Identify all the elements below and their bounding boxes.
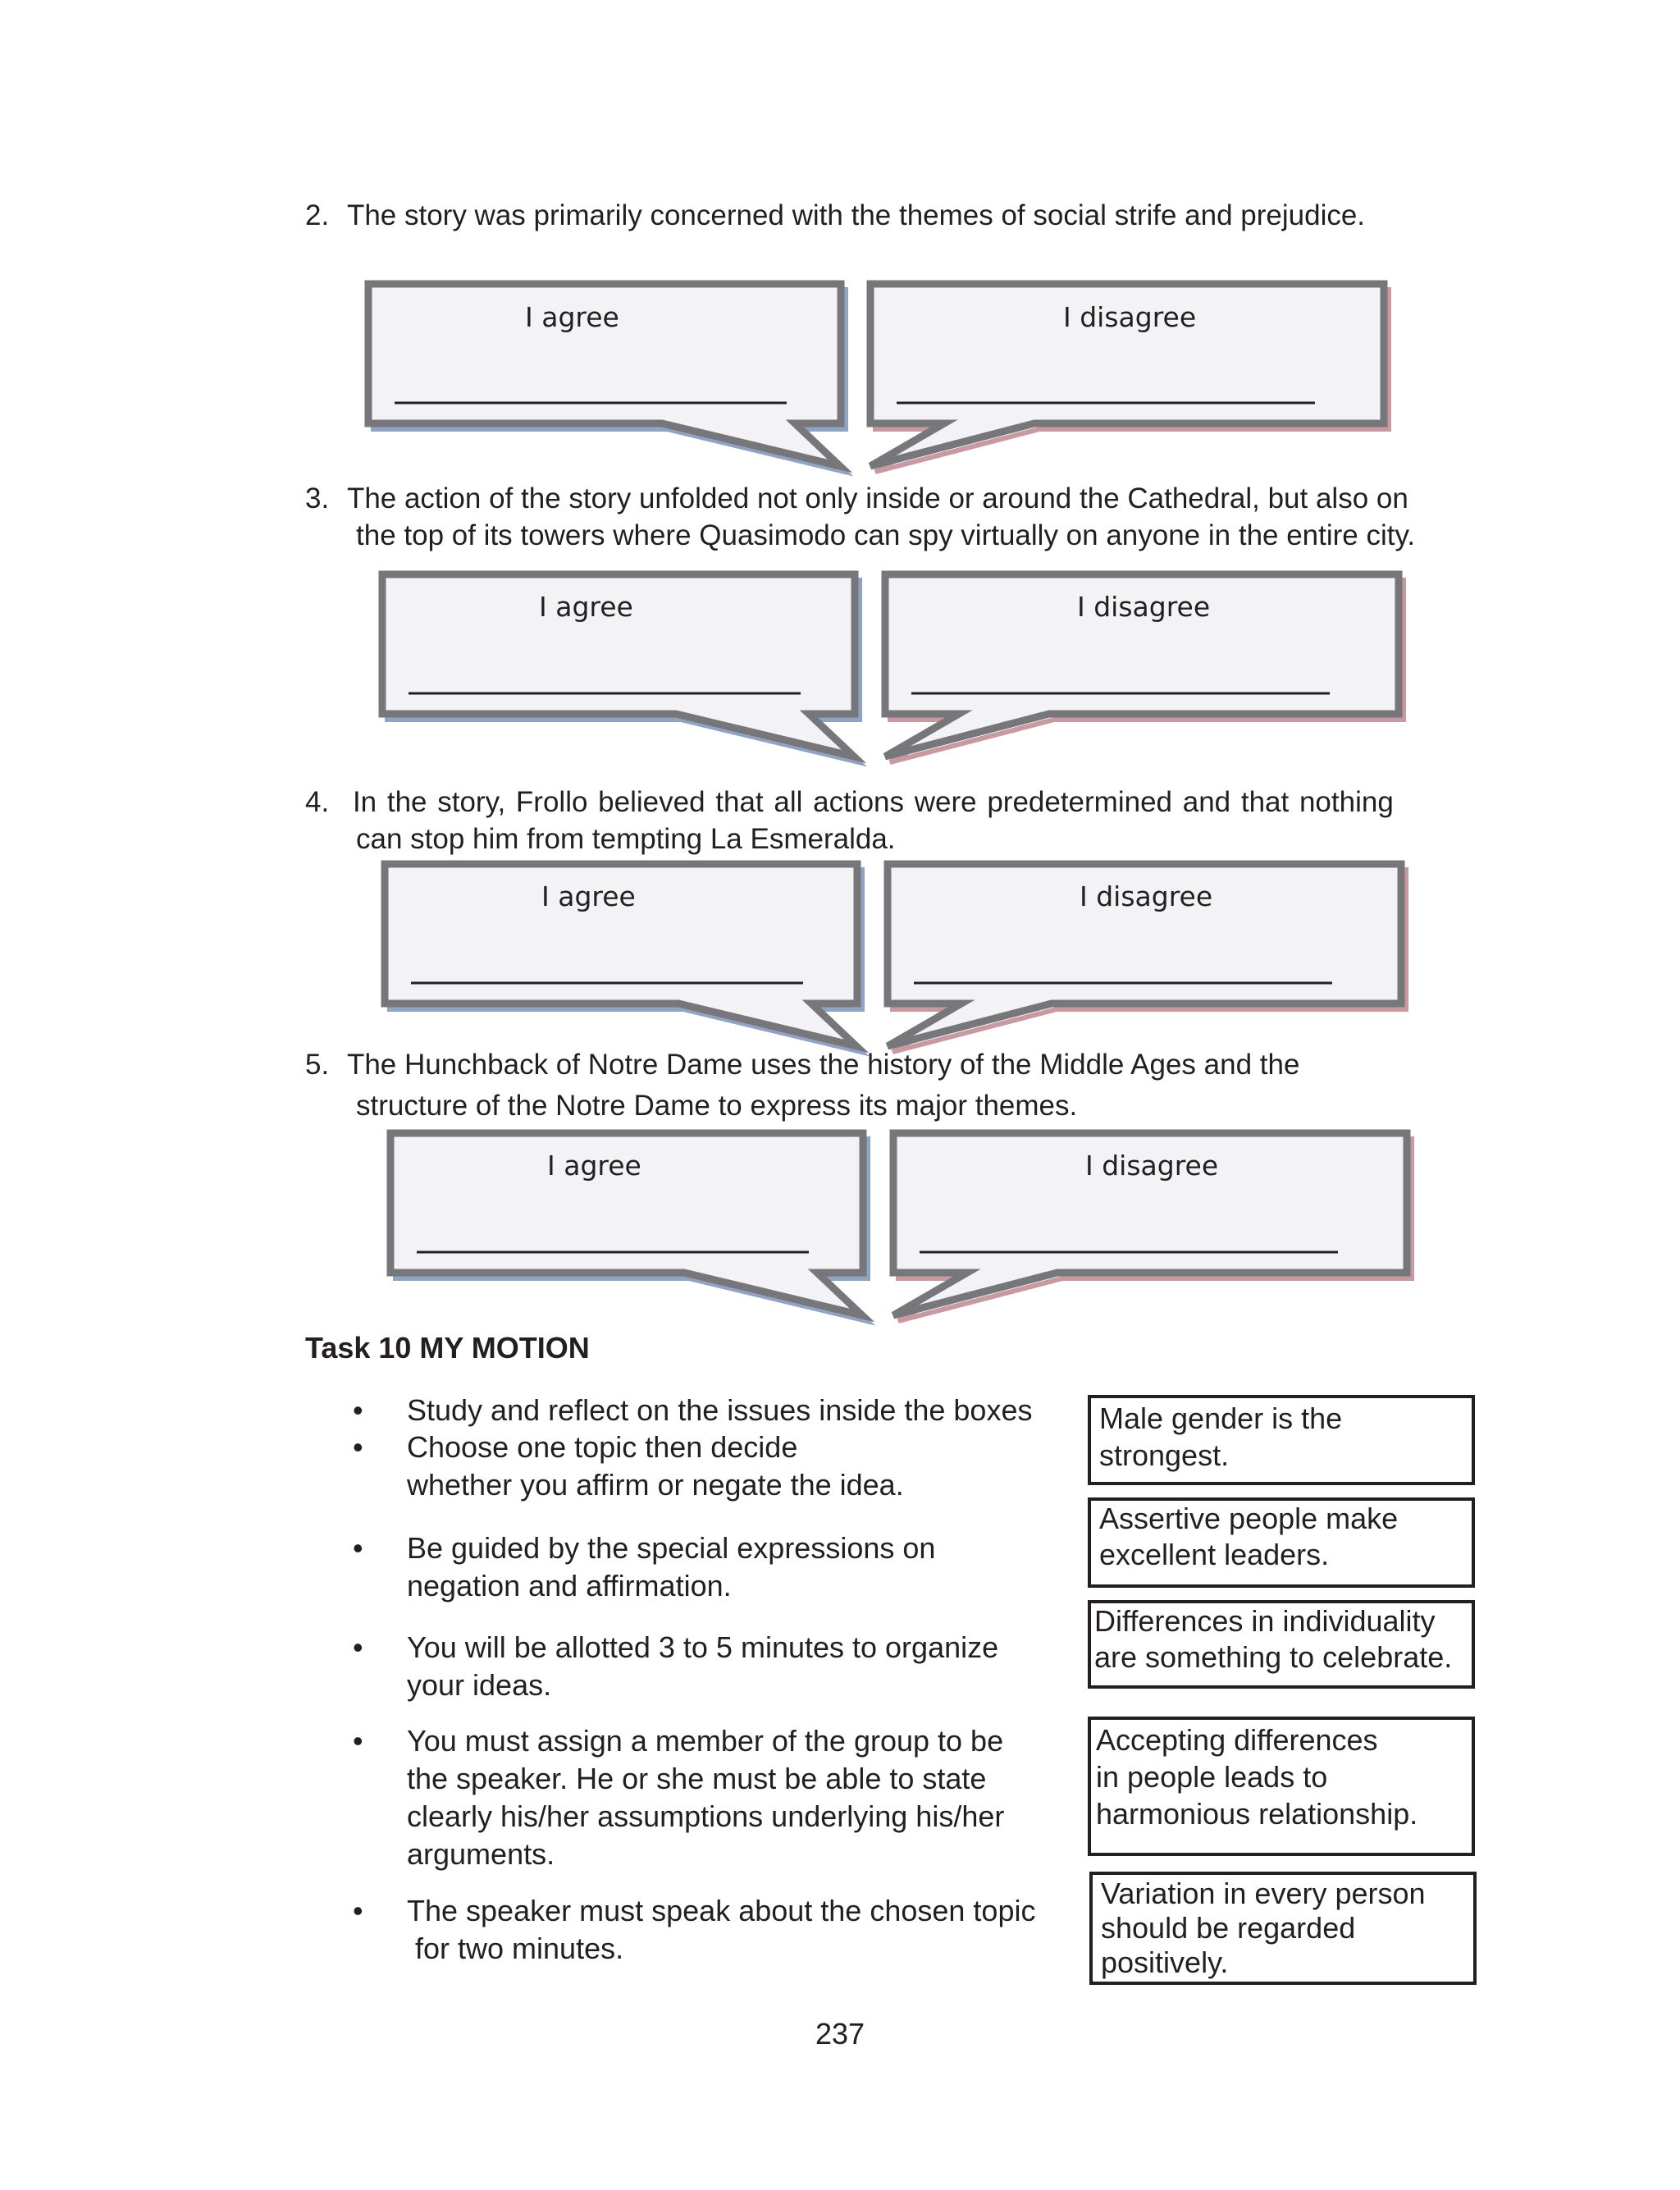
disagree-label-5: I disagree [1085,1150,1219,1182]
topic-line: should be regarded [1101,1911,1356,1945]
topic-line: strongest. [1099,1438,1230,1472]
instruction-line: your ideas. [407,1668,552,1702]
agree-label-5: I agree [547,1150,641,1182]
topic-box-4 [1088,1717,1475,1856]
bullet: • [353,1393,363,1427]
topic-line: Accepting differences [1096,1723,1378,1757]
topic-line: in people leads to [1096,1760,1328,1794]
instruction-line: Study and reflect on the issues inside the boxes [407,1393,1033,1427]
topic-box-5 [1089,1872,1477,1985]
bullet: • [353,1430,363,1464]
topic-line: Differences in individuality [1094,1604,1436,1638]
statement-text: The story was primarily concerned with the themes of social strife and prejudice. [346,199,1366,231]
instruction-line: Choose one topic then decide [407,1430,798,1464]
statement-text: The Hunchback of Notre Dame uses the history of the Middle Ages and the [346,1049,1300,1081]
statement-4-line-2: can stop him from tempting La Esmeralda. [356,823,896,855]
topic-line: are something to celebrate. [1094,1640,1453,1674]
disagree-label-3: I disagree [1077,591,1211,623]
disagree-label-2: I disagree [1063,301,1197,333]
bullet: • [353,1724,363,1758]
statement-number: 4. [305,786,330,818]
topic-box-2 [1088,1497,1475,1588]
statement-3-line-2: the top of its towers where Quasimodo can spy virtually on anyone in the entire city. [356,519,1416,551]
bullet: • [353,1894,363,1927]
statement-number: 3. [305,482,330,514]
statement-number: 5. [305,1049,330,1081]
agree-label-2: I agree [525,301,619,333]
bullet: • [353,1630,363,1664]
instruction-line: whether you affirm or negate the idea. [407,1468,904,1502]
instruction-line: arguments. [407,1837,555,1871]
instruction-line: negation and affirmation. [407,1569,732,1602]
disagree-label-4: I disagree [1080,880,1213,912]
bullet: • [353,1531,363,1565]
topic-line: Male gender is the [1099,1401,1343,1435]
agree-label-4: I agree [541,880,636,912]
instruction-line: You will be allotted 3 to 5 minutes to organize [407,1630,999,1664]
topic-box-3 [1088,1600,1475,1689]
instruction-line: clearly his/her assumptions underlying his/her [407,1799,1005,1833]
instruction-line: You must assign a member of the group to be [407,1724,1004,1758]
agree-label-3: I agree [539,591,633,623]
statement-5-line-2: structure of the Notre Dame to express its major themes. [356,1090,1078,1122]
instruction-line: the speaker. He or she must be able to state [407,1762,987,1795]
statement-text: In the story, Frollo believed that all actions were predetermined and that nothing [352,786,1394,818]
topic-box-1 [1088,1395,1475,1485]
topic-line: Variation in every person [1101,1877,1426,1910]
instruction-line: for two minutes. [407,1932,624,1965]
topic-line: harmonious relationship. [1096,1797,1418,1831]
instruction-line: The speaker must speak about the chosen topic [407,1894,1036,1927]
page-number: 237 [815,2017,865,2051]
topic-line: Assertive people make [1099,1502,1399,1535]
statement-text: The action of the story unfolded not only inside or around the Cathedral, but also on [346,482,1408,514]
topic-line: positively. [1101,1945,1229,1979]
task-title: Task 10 MY MOTION [305,1331,590,1365]
instruction-line: Be guided by the special expressions on [407,1531,936,1565]
topic-line: excellent leaders. [1099,1538,1330,1571]
statement-number: 2. [305,199,330,231]
